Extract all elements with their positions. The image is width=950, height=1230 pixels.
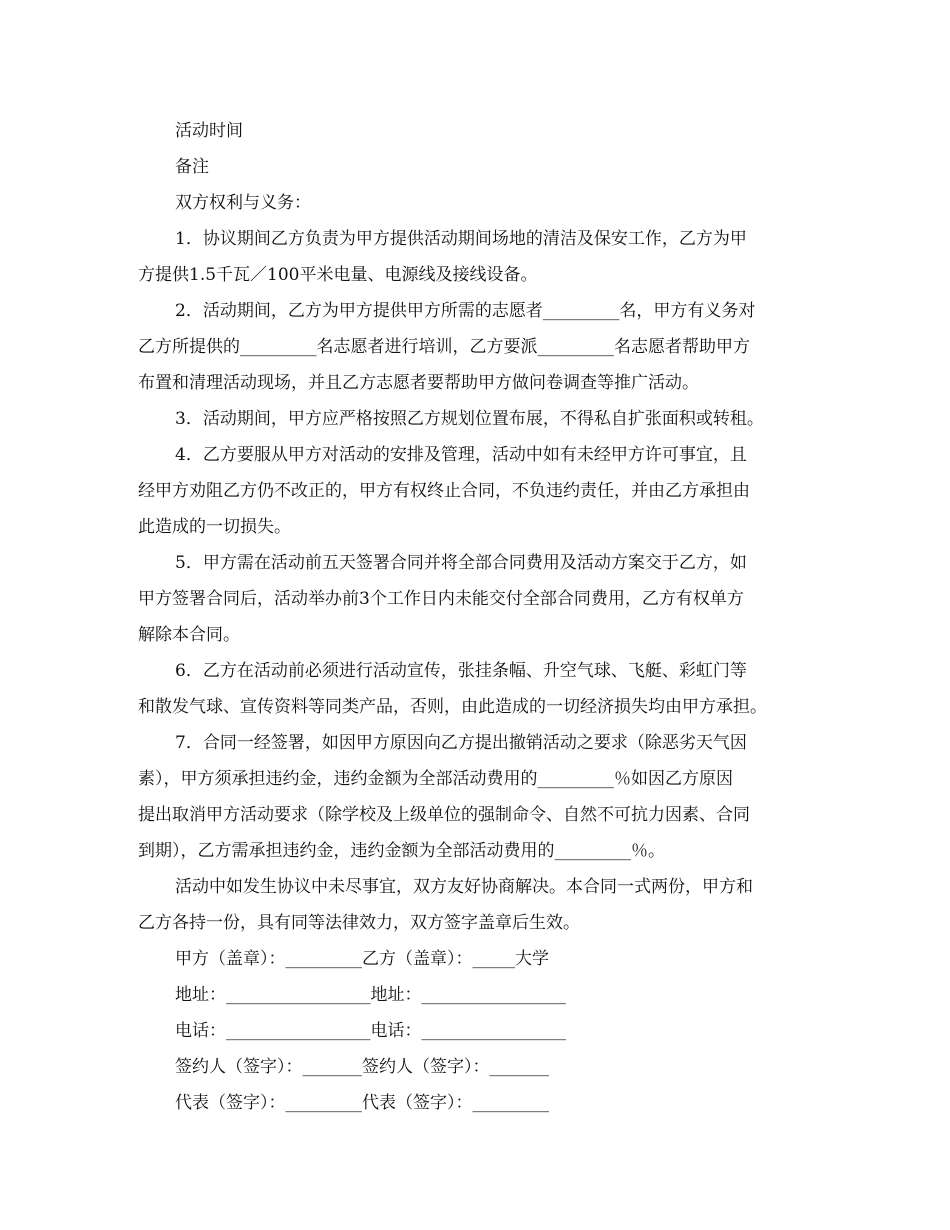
text-line: 布置和清理活动现场，并且乙方志愿者要帮助甲方做问卷调查等推广活动。 [138,373,699,393]
text-line: 双方权利与义务： [175,193,311,213]
text-line: 6．乙方在活动前必须进行活动宣传，张挂条幅、升空气球、飞艇、彩虹门等 [175,661,747,681]
text-line: 7．合同一经签署，如因甲方原因向乙方提出撤销活动之要求（除恶劣天气因 [175,733,747,753]
text-line: 和散发气球、宣传资料等同类产品，否则，由此造成的一切经济损失均由甲方承担。 [138,697,767,717]
text-line: 提出取消甲方活动要求（除学校及上级单位的强制命令、自然不可抗力因素、合同 [138,805,750,825]
text-line: 到期），乙方需承担违约金，违约金额为全部活动费用的_________％。 [138,841,665,861]
text-line: 甲方（盖章）：_________乙方（盖章）：_____大学 [175,949,549,969]
text-line: 解除本合同。 [138,625,240,645]
text-line: 地址：_________________地址：_________________ [175,985,566,1005]
text-line: 乙方各持一份，具有同等法律效力，双方签字盖章后生效。 [138,913,580,933]
text-line: 活动时间 [175,121,243,141]
text-line: 1．协议期间乙方负责为甲方提供活动期间场地的清洁及保安工作，乙方为甲 [175,229,747,249]
text-line: 签约人（签字）：_______签约人（签字）：_______ [175,1057,549,1077]
text-line: 乙方所提供的_________名志愿者进行培训，乙方要派_________名志愿者帮助甲方 [138,337,750,357]
text-line: 素），甲方须承担违约金，违约金额为全部活动费用的_________％如因乙方原因 [138,769,733,789]
text-line: 3．活动期间，甲方应严格按照乙方规划位置布展，不得私自扩张面积或转租。 [175,409,764,429]
text-line: 此造成的一切损失。 [138,517,291,537]
text-line: 备注 [175,157,209,177]
text-line: 甲方签署合同后，活动举办前3个工作日内未能交付全部合同费用，乙方有权单方 [138,589,744,609]
text-line: 电话：_________________电话：_________________ [175,1021,566,1041]
contract-text-body [138,113,828,1121]
text-line: 4．乙方要服从甲方对活动的安排及管理，活动中如有未经甲方许可事宜，且 [175,445,747,465]
text-line: 经甲方劝阻乙方仍不改正的，甲方有权终止合同，不负违约责任，并由乙方承担由 [138,481,750,501]
text-line: 2．活动期间，乙方为甲方提供甲方所需的志愿者_________名，甲方有义务对 [175,301,756,321]
text-line: 代表（签字）：_________代表（签字）：_________ [175,1093,549,1113]
text-line: 活动中如发生协议中未尽事宜，双方友好协商解决。本合同一式两份，甲方和 [175,877,753,897]
text-line: 方提供1.5千瓦／100平米电量、电源线及接线设备。 [138,265,538,285]
text-line: 5．甲方需在活动前五天签署合同并将全部合同费用及活动方案交于乙方，如 [175,553,747,573]
